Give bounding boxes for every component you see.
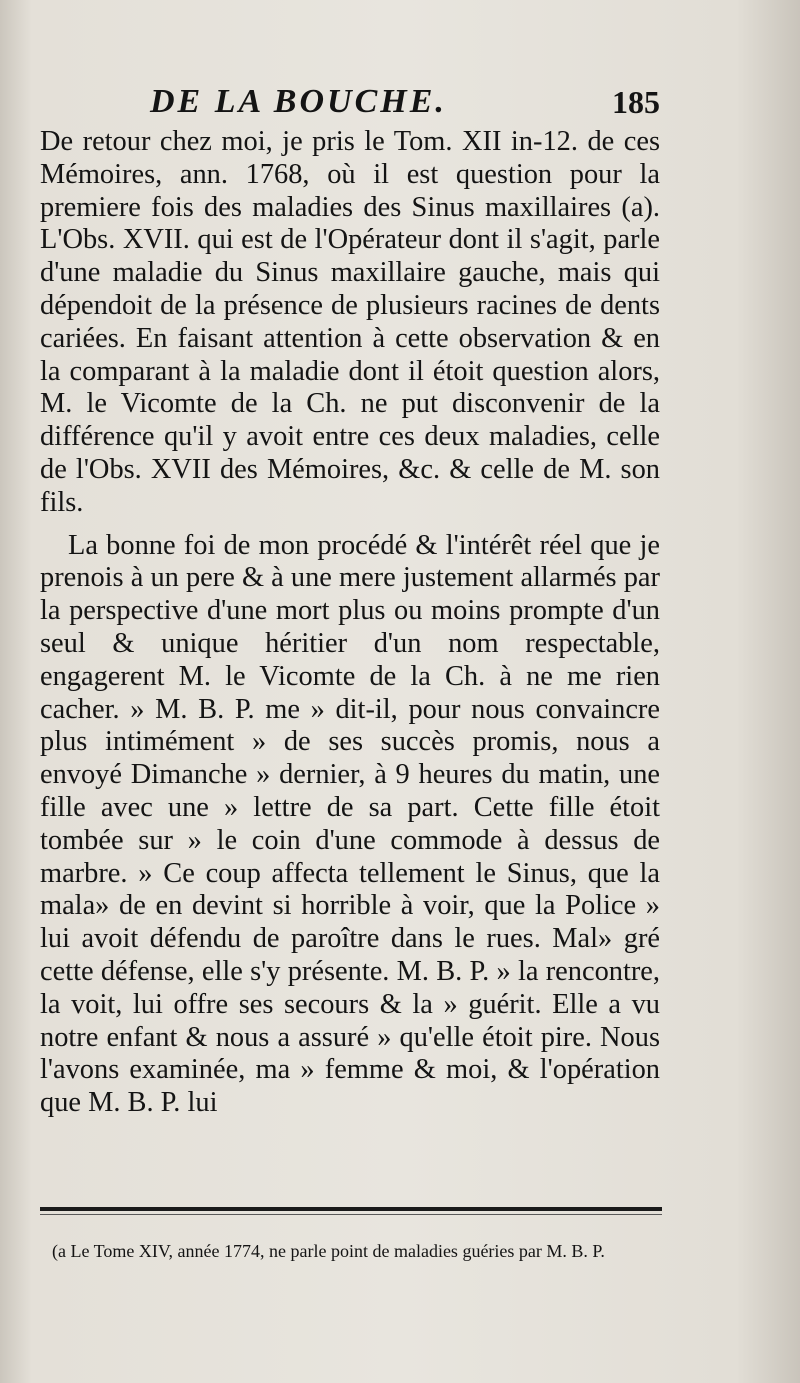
footnote — [40, 1236, 668, 1266]
running-head-title: DE LA BOUCHE. — [150, 83, 447, 120]
page-number: 185 — [612, 84, 660, 120]
body-text — [40, 126, 660, 1120]
paragraph-2: La bonne foi de mon procédé & l'intérêt réel que je prenois à un pere & à une mere justement allarmés par la perspective d'une mort plus ou moins prompte d'un seul & unique héritier d'un nom respectable, engagerent M. le Vicomte de la Ch. à ne me rien cacher. » M. B. P. me » dit-il, pour nous convaincre plus intimément » de ses succès promis, nous a envoyé Dimanche » dernier, à 9 heures du matin, une fille avec une » lettre de sa part. Cette fille étoit tombée sur » le coin d'une commode à dessus de marbre. » Ce coup affecta tellement le Sinus, que la mala» de en devint si horrible à voir, que la Police » lui avoit défendu de paroître dans le rues. Mal» gré cette défense, elle s'y présente. M. B. P. » la rencontre, la voit, lui offre ses secours & la » guérit. Elle a vu notre enfant & nous a assuré » qu'elle étoit pire. Nous l'avons examinée, ma » femme & moi, & l'opération que M. B. P. lui — [40, 529, 660, 1119]
footnote-rule-thin — [40, 1214, 662, 1215]
footnote-text: (a Le Tome XIV, année 1774, ne parle point de maladies guéries par M. B. P. — [52, 1241, 605, 1261]
footnote-rule — [40, 1207, 662, 1211]
paragraph-1: De retour chez moi, je pris le Tom. XII in-12. de ces Mémoires, ann. 1768, où il est question pour la premiere fois des maladies des Sinus maxillaires (a). L'Obs. XVII. qui est de l'Opérateur dont il s'agit, parle d'une maladie du Sinus maxillaire gauche, mais qui dépendoit de la présence de plusieurs racines de dents cariées. En faisant attention à cette observation & en la comparant à la maladie dont il étoit question alors, M. le Vicomte de la Ch. ne put disconvenir de la différence qu'il y avoit entre ces deux maladies, celle de l'Obs. XVII des Mémoires, &c. & celle de M. son fils. — [40, 126, 660, 518]
running-head — [150, 82, 660, 122]
